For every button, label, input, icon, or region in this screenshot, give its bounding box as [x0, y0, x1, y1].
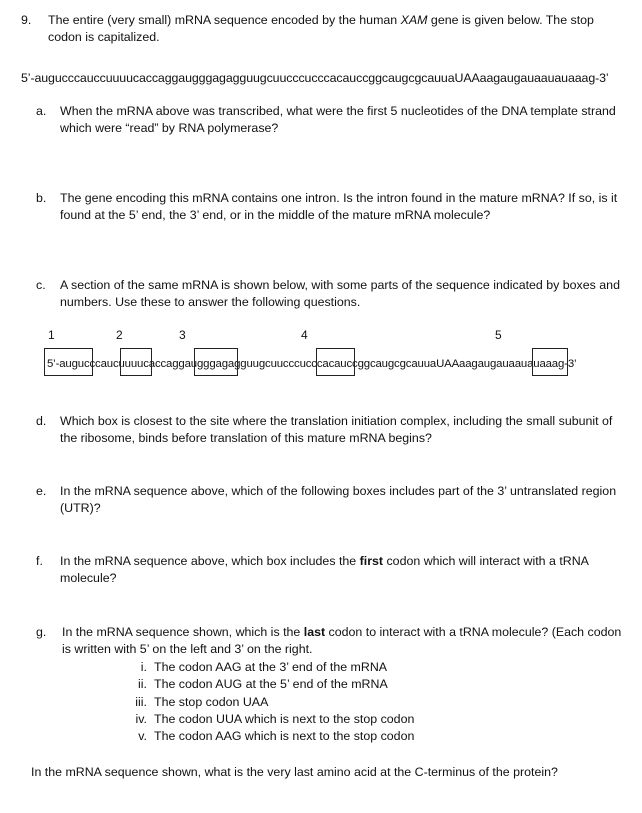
box-label-2: 2	[116, 328, 123, 342]
part-f-text-part: In the mRNA sequence above, which box includes the	[60, 554, 360, 568]
boxed-sequence-figure	[44, 348, 604, 378]
option-ii-text: The codon AUG at the 5’ end of the mRNA	[154, 677, 388, 691]
option-i-num: i.	[140, 660, 147, 674]
question-text-part: The entire (very small) mRNA sequence encoded by the human	[48, 13, 401, 27]
box-label-5: 5	[495, 328, 502, 342]
option-iv-num: iv.	[135, 712, 147, 726]
part-g-letter: g.	[36, 625, 47, 639]
part-e-text: In the mRNA sequence above, which of the following boxes includes part of the 3’ untranslated region (UTR)?	[60, 484, 617, 515]
part-g-text	[62, 624, 632, 658]
part-a-text: When the mRNA above was transcribed, what were the first 5 nucleotides of the DNA template strand which were “read” by RNA polymerase?	[60, 104, 616, 135]
gene-name: XAM	[400, 13, 428, 27]
option-iii-num: iii.	[135, 695, 147, 709]
boxed-sequence: 5’-augucccaucuuuucaccaggaugggagagguugcuucccucccacauccggcaugcgcauuaUAAaagaugauaauauaaag-3’	[47, 358, 577, 370]
part-e-letter: e.	[36, 484, 47, 498]
part-f-letter: f.	[36, 554, 43, 568]
part-f-emphasis: first	[359, 554, 384, 568]
part-f-text	[60, 553, 630, 587]
mrna-sequence: 5’-augucccauccuuuucaccaggaugggagagguugcuucccucccacauccggcaugcgcauuaUAAaagaugauaauauaaag-3’	[21, 71, 609, 85]
part-b-text: The gene encoding this mRNA contains one intron. Is the intron found in the mature mRNA? If so, is it found at the 5’ end, the 3’ end, or in the middle of the mature mRNA molecule?	[60, 191, 618, 222]
part-a-letter: a.	[36, 104, 47, 118]
sequence-box-5	[532, 348, 568, 376]
part-g-text-part: codon to interact with a tRNA molecule? (Each codon is written with 5’ on the left and 3’ on the right.	[62, 625, 622, 656]
question-text	[48, 12, 628, 46]
part-g-text-part: In the mRNA sequence shown, which is the	[62, 625, 304, 639]
question-number: 9.	[21, 13, 32, 27]
part-c-text: A section of the same mRNA is shown below, with some parts of the sequence indicated by boxes and numbers. Use these to answer the following questions.	[60, 278, 620, 309]
box-label-1: 1	[48, 328, 55, 342]
part-d-text: Which box is closest to the site where the translation initiation complex, including the small subunit of the ribosome, binds before translation of this mature mRNA begins?	[60, 414, 613, 445]
part-c-letter: c.	[36, 278, 46, 292]
option-ii-num: ii.	[138, 677, 147, 691]
part-b-letter: b.	[36, 191, 47, 205]
part-g-emphasis: last	[303, 625, 326, 639]
option-v-num: v.	[138, 729, 147, 743]
option-i-text: The codon AAG at the 3’ end of the mRNA	[154, 660, 388, 674]
final-question: In the mRNA sequence shown, what is the very last amino acid at the C-terminus of the protein?	[31, 765, 558, 779]
option-v-text: The codon AAG which is next to the stop codon	[154, 729, 415, 743]
question-text-part: gene is given below. The stop codon is capitalized.	[48, 13, 594, 44]
sequence-box-3	[194, 348, 238, 376]
part-d-letter: d.	[36, 414, 47, 428]
box-label-4: 4	[301, 328, 308, 342]
option-iii-text: The stop codon UAA	[154, 695, 269, 709]
box-label-3: 3	[179, 328, 186, 342]
part-f-text-part: codon which will interact with a tRNA molecule?	[60, 554, 589, 585]
sequence-box-2	[120, 348, 152, 376]
sequence-box-4	[316, 348, 355, 376]
sequence-box-1	[44, 348, 93, 376]
option-iv-text: The codon UUA which is next to the stop codon	[154, 712, 415, 726]
